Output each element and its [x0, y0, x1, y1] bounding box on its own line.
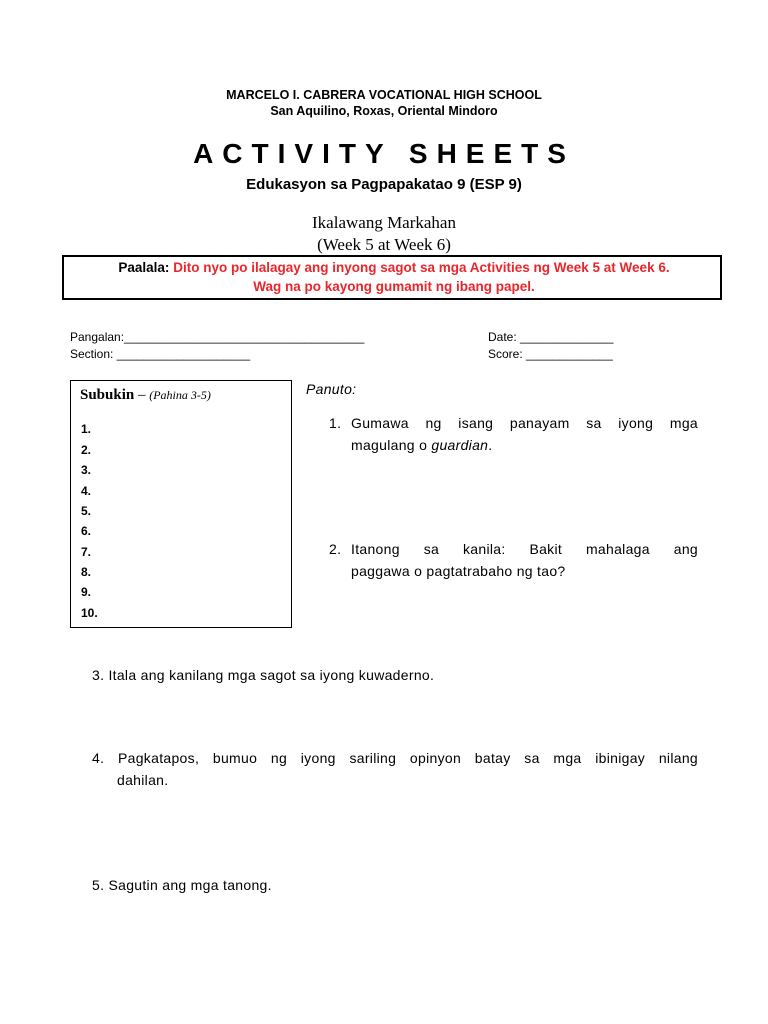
subukin-title: Subukin: [80, 387, 135, 403]
instruction-1-line-2: [351, 437, 492, 453]
instruction-1-number: 1.: [329, 415, 342, 431]
instruction-2-line-1: Itanong sa kanila: Bakit mahalaga ang: [351, 541, 698, 557]
notice-label: Paalala:: [118, 260, 170, 275]
answer-number: 4.: [81, 484, 92, 498]
instruction-3: 3. Itala ang kanilang mga sagot sa iyong kuwaderno.: [92, 667, 435, 683]
date-field: Date: ______________: [488, 330, 614, 344]
answer-number: 1.: [81, 422, 92, 436]
instruction-1-italic: guardian: [431, 437, 489, 453]
instruction-5: 5. Sagutin ang mga tanong.: [92, 877, 272, 893]
instruction-4-line-1: 4. Pagkatapos, bumuo ng iyong sariling opinyon batay sa mga ibinigay nilang: [92, 750, 698, 766]
instruction-1-period: .: [488, 437, 493, 453]
answer-number: 3.: [81, 463, 92, 477]
answer-number: 10.: [81, 606, 98, 620]
subukin-heading: [80, 387, 211, 404]
instruction-2-line-2: paggawa o pagtatrabaho ng tao?: [351, 563, 566, 579]
subukin-pages: (Pahina 3-5): [149, 388, 211, 402]
notice-text-1: Dito nyo po ilalagay ang inyong sagot sa mga Activities ng Week 5 at Week 6.: [173, 260, 670, 275]
quarter-label: Ikalawang Markahan: [312, 213, 456, 232]
notice-box: [62, 255, 722, 300]
answer-number: 8.: [81, 565, 92, 579]
instruction-1-text: magulang o: [351, 437, 432, 453]
subukin-box: [70, 380, 292, 628]
subukin-dash: –: [137, 387, 146, 403]
section-field: Section: ____________________: [70, 347, 251, 361]
weeks-label: (Week 5 at Week 6): [317, 235, 451, 254]
name-field: Pangalan:____________________________________: [70, 330, 365, 344]
instruction-4-line-2: dahilan.: [117, 772, 169, 788]
instruction-2-number: 2.: [329, 541, 342, 557]
score-field: Score: _____________: [488, 347, 613, 361]
instruction-1-line-1: Gumawa ng isang panayam sa iyong mga: [351, 415, 698, 431]
answer-number: 5.: [81, 504, 92, 518]
panuto-label: Panuto:: [306, 381, 357, 397]
answer-number: 9.: [81, 585, 92, 599]
page-title: ACTIVITY SHEETS: [193, 138, 575, 169]
answer-number: 6.: [81, 524, 92, 538]
answer-number: 2.: [81, 443, 92, 457]
notice-line-1: [64, 260, 724, 275]
notice-text-2: Wag na po kayong gumamit ng ibang papel.: [253, 279, 535, 294]
school-address: San Aquilino, Roxas, Oriental Mindoro: [270, 104, 498, 118]
school-name: MARCELO I. CABRERA VOCATIONAL HIGH SCHOOL: [226, 88, 542, 102]
answer-number: 7.: [81, 545, 92, 559]
subject-title: Edukasyon sa Pagpapakatao 9 (ESP 9): [246, 176, 522, 193]
